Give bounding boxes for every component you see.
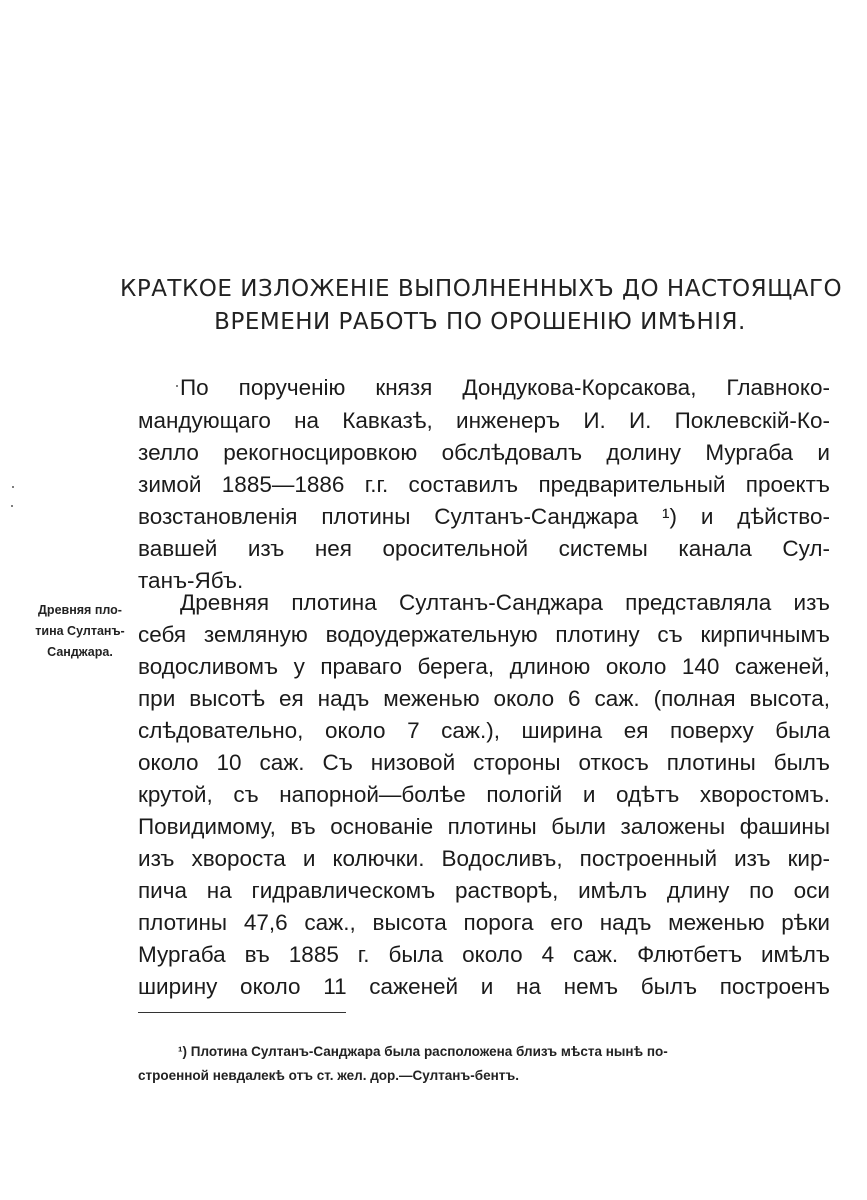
scan-speck <box>11 505 13 507</box>
page-title-line-1: КРАТКОЕ ИЗЛОЖЕНІЕ ВЫПОЛНЕННЫХЪ ДО НАСТОЯЩАГО <box>120 276 843 302</box>
body-line-15: Повидимому, въ основаніе плотины были заложены фашины <box>138 814 830 839</box>
scan-speck <box>176 385 178 387</box>
margin-note-line-1: Древняя пло- <box>38 603 122 617</box>
body-line-10: водосливомъ у праваго берега, длиною около 140 саженей, <box>138 654 830 679</box>
body-line-20: ширину около 11 саженей и на немъ былъ построенъ <box>138 974 830 999</box>
footnote-separator <box>138 1012 346 1013</box>
body-line-12: слѣдовательно, около 7 саж.), ширина ея поверху была <box>138 718 830 743</box>
body-line-18: плотины 47,6 саж., высота порога его надъ меженью рѣки <box>138 910 830 935</box>
margin-note-line-2: тина Султанъ- <box>35 624 125 638</box>
body-line-4: зимой 1885—1886 г.г. составилъ предварительный проектъ <box>138 472 830 497</box>
body-line-7: танъ-Ябъ. <box>138 568 244 593</box>
margin-note <box>28 600 132 663</box>
body-line-11: при высотѣ ея надъ меженью около 6 саж. (полная высота, <box>138 686 830 711</box>
body-line-16: изъ хвороста и колючки. Водосливъ, построенный изъ кир- <box>138 846 830 871</box>
body-line-5: возстановленія плотины Султанъ-Санджара ¹) и дѣйство- <box>138 504 830 529</box>
body-line-17: пича на гидравлическомъ растворѣ, имѣлъ длину по оси <box>138 878 830 903</box>
body-line-8: Древняя плотина Султанъ-Санджара представляла изъ <box>180 590 830 615</box>
body-line-9: себя земляную водоудержательную плотину съ кирпичнымъ <box>138 622 830 647</box>
scan-speck <box>12 486 14 488</box>
body-line-2: мандующаго на Кавказѣ, инженеръ И. И. Поклевскій-Ко- <box>138 408 830 433</box>
body-line-19: Мургаба въ 1885 г. была около 4 саж. Флютбетъ имѣлъ <box>138 942 830 967</box>
margin-note-line-3: Санджара. <box>47 645 113 659</box>
body-line-3: зелло рекогносцировкою обслѣдовалъ долину Мургаба и <box>138 440 830 465</box>
footnote-line-1: ¹) Плотина Султанъ-Санджара была расположена близъ мѣста нынѣ по- <box>178 1044 668 1059</box>
body-line-1: По порученію князя Дондукова-Корсакова, Главноко- <box>180 375 830 400</box>
body-line-6: вавшей изъ нея оросительной системы канала Сул- <box>138 536 830 561</box>
body-line-14: крутой, съ напорной—болѣе пологій и одѣтъ хворостомъ. <box>138 782 830 807</box>
body-line-13: около 10 саж. Съ низовой стороны откосъ плотины былъ <box>138 750 830 775</box>
page-title-line-2: ВРЕМЕНИ РАБОТЪ ПО ОРОШЕНІЮ ИМѢНІЯ. <box>214 309 746 335</box>
footnote-line-2: строенной невдалекѣ отъ ст. жел. дор.—Султанъ-бентъ. <box>138 1068 519 1083</box>
